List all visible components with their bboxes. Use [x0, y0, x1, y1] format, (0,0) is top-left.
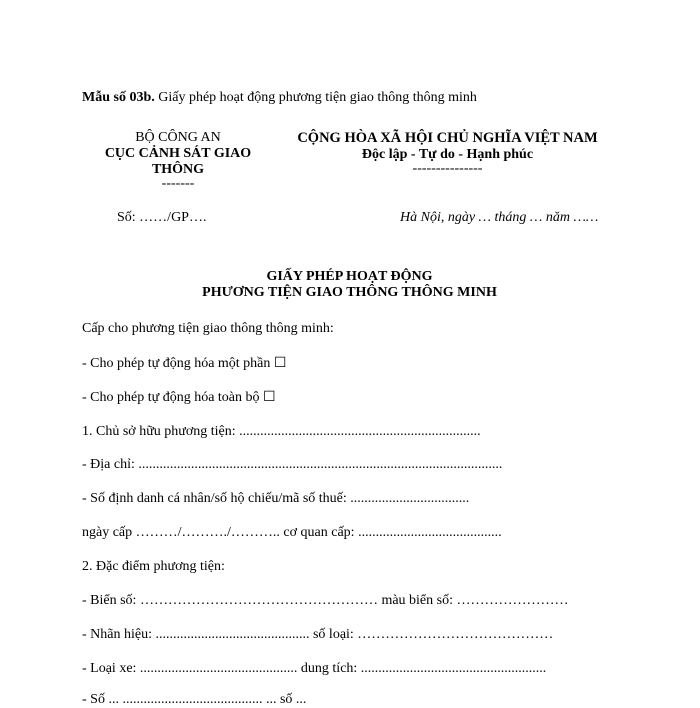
- plate-field: - Biển số: …………………………………………… màu biển số: ……………………: [82, 593, 569, 608]
- id-number-field: - Số định danh cá nhân/số hộ chiếu/mã số thuế: ..................................: [82, 491, 470, 506]
- document-title-line2: PHƯƠNG TIỆN GIAO THÔNG THÔNG MINH: [202, 285, 497, 300]
- document-title-line1: GIẤY PHÉP HOẠT ĐỘNG: [266, 269, 433, 284]
- left-header: [82, 130, 274, 190]
- left-header-divider: -------: [161, 176, 195, 191]
- department-name-line2: THÔNG: [151, 162, 205, 177]
- ministry-name: BỘ CÔNG AN: [135, 130, 221, 145]
- country-name: CỘNG HÒA XÃ HỘI CHỦ NGHĨA VIỆT NAM: [297, 130, 598, 146]
- form-code: Mẫu số 03b.: [82, 90, 155, 105]
- full-automation-option: - Cho phép tự động hóa toàn bộ ☐: [82, 390, 276, 405]
- permit-number: Số: ……/GP….: [117, 210, 207, 225]
- address-field: - Địa chỉ: ........................................................................................................: [82, 457, 503, 472]
- form-label: [82, 90, 477, 106]
- form-title: Giấy phép hoạt động phương tiện giao thông thông minh: [154, 90, 477, 105]
- owner-field: 1. Chủ sở hữu phương tiện: .....................................................................: [82, 424, 481, 439]
- brand-field: - Nhãn hiệu: ............................................ số loại: ……………………………………: [82, 627, 554, 642]
- vehicle-specs-heading: 2. Đặc điểm phương tiện:: [82, 559, 225, 574]
- place-date: Hà Nội, ngày … tháng … năm ……: [400, 210, 599, 225]
- national-motto: Độc lập - Tự do - Hạnh phúc: [361, 147, 534, 162]
- department-name-line1: CỤC CẢNH SÁT GIAO: [104, 146, 252, 161]
- right-header-divider: ---------------: [412, 161, 483, 176]
- issue-info-field: ngày cấp ………/………./……….. cơ quan cấp: .........................................: [82, 525, 502, 540]
- right-header: [285, 130, 610, 175]
- issued-to-line: Cấp cho phương tiện giao thông thông minh:: [82, 321, 334, 336]
- partial-next-field: - Số ... ........................................ ... số ...: [82, 692, 307, 707]
- document-title: [82, 269, 617, 301]
- partial-automation-option: - Cho phép tự động hóa một phần ☐: [82, 356, 287, 371]
- vehicle-type-field: - Loại xe: ............................................. dung tích: .....................................................: [82, 661, 547, 676]
